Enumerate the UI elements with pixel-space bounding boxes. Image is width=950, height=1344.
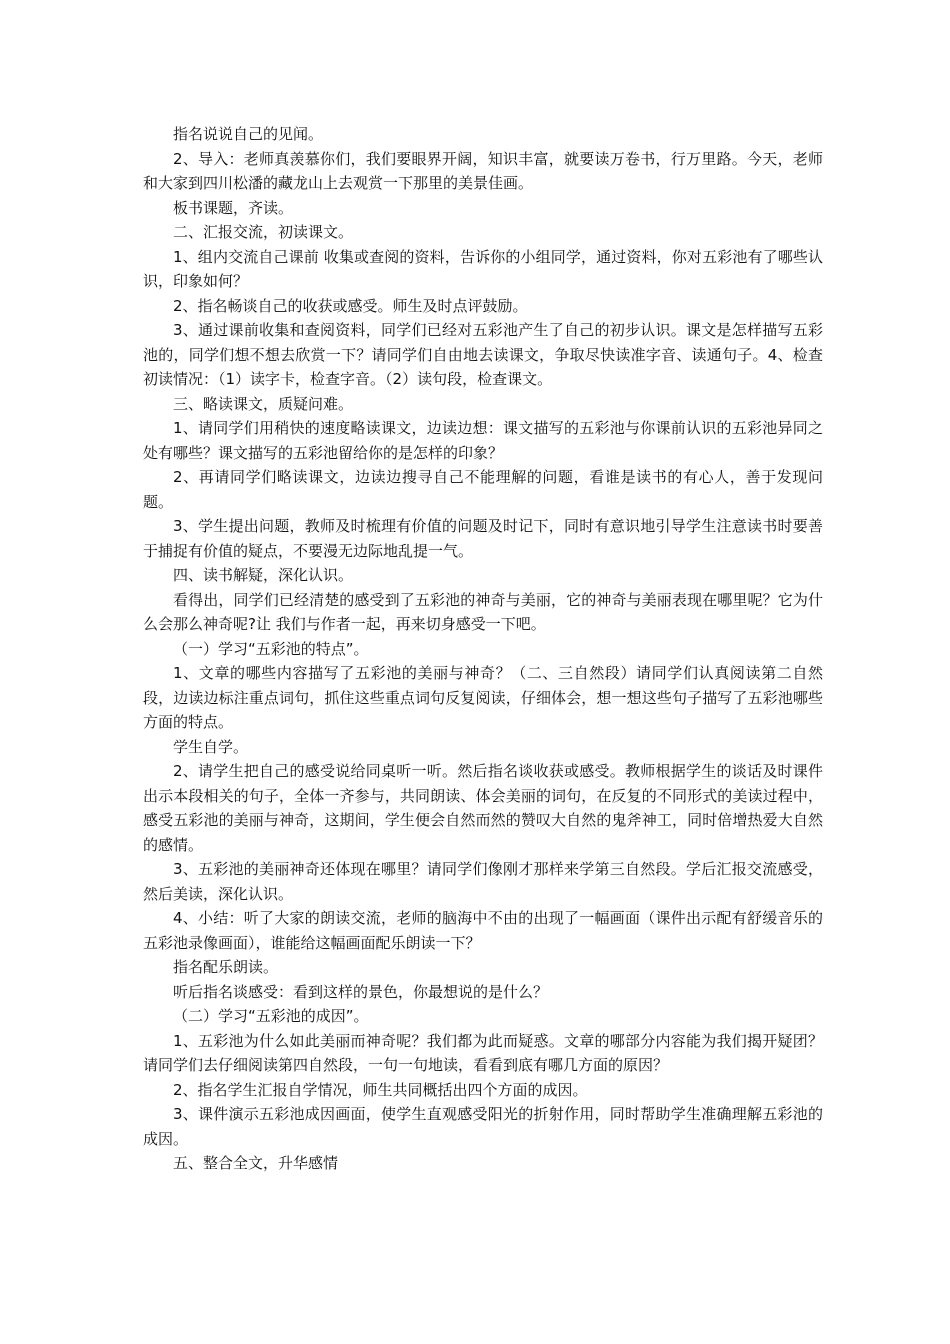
paragraph: 2、导入：老师真羡慕你们，我们要眼界开阔，知识丰富，就要读万卷书，行万里路。今天，老师和大家到四川松潘的藏龙山上去观赏一下那里的美景佳画。: [143, 149, 823, 192]
paragraph: 1、请同学们用稍快的速度略读课文，边读边想：课文描写的五彩池与你课前认识的五彩池异同之处有哪些？课文描写的五彩池留给你的是怎样的印象？: [143, 419, 823, 462]
paragraph: 2、指名学生汇报自学情况，师生共同概括出四个方面的成因。: [173, 1080, 588, 1099]
subsection-heading: （一）学习“五彩池的特点”。: [173, 639, 369, 658]
paragraph: 板书课题，齐读。: [173, 198, 294, 217]
paragraph: 看得出，同学们已经清楚的感受到了五彩池的神奇与美丽，它的神奇与美丽表现在哪里呢？它为什么会那么神奇呢?让 我们与作者一起，再来切身感受一下吧。: [143, 590, 823, 633]
paragraph: 听后指名谈感受：看到这样的景色，你最想说的是什么？: [173, 982, 549, 1001]
paragraph: 2、请学生把自己的感受说给同桌听一听。然后指名谈收获或感受。教师根据学生的谈话及时课件出示本段相关的句子，全体一齐参与，共同朗读、体会美丽的词句，在反复的不同形式的美读过程中，感受五彩池的美丽与神奇，这期间，学生便会自然而然的赞叹大自然的鬼斧神工，同时倍增热爱大自然的感情。: [143, 762, 823, 854]
paragraph: 3、学生提出问题，教师及时梳理有价值的问题及时记下，同时有意识地引导学生注意读书时要善于捕捉有价值的疑点，不要漫无边际地乱提一气。: [143, 517, 823, 560]
paragraph: 3、通过课前收集和查阅资料，同学们已经对五彩池产生了自己的初步认识。课文是怎样描写五彩池的，同学们想不想去欣赏一下？请同学们自由地去读课文，争取尽快读准字音、读通句子。4、检查初读情况：（1）读字卡，检查字音。（2）读句段，检查课文。: [143, 321, 823, 388]
paragraph: 1、组内交流自己课前 收集或查阅的资料，告诉你的小组同学，通过资料，你对五彩池有了哪些认识，印象如何？: [143, 247, 823, 290]
section-heading: 二、汇报交流，初读课文。: [173, 223, 354, 241]
paragraph: 指名说说自己的见闻。: [173, 125, 324, 143]
paragraph: 学生自学。: [173, 737, 249, 756]
paragraph: 3、课件演示五彩池成因画面，使学生直观感受阳光的折射作用，同时帮助学生准确理解五彩池的成因。: [143, 1105, 823, 1148]
paragraph: 3、五彩池的美丽神奇还体现在哪里？请同学们像刚才那样来学第三自然段。学后汇报交流感受，然后美读，深化认识。: [143, 860, 823, 903]
paragraph: 1、文章的哪些内容描写了五彩池的美丽与神奇？（二、三自然段）请同学们认真阅读第二自然段，边读边标注重点词句，抓住这些重点词句反复阅读，仔细体会，想一想这些句子描写了五彩池哪些方面的特点。: [143, 664, 823, 731]
document-body: [143, 122, 823, 1176]
subsection-heading: （二）学习“五彩池的成因”。: [173, 1007, 369, 1025]
section-heading: 五、整合全文，升华感情: [173, 1154, 339, 1172]
section-heading: 三、略读课文，质疑问难。: [173, 394, 354, 413]
paragraph: 2、再请同学们略读课文，边读边搜寻自己不能理解的问题，看谁是读书的有心人，善于发现问题。: [143, 468, 823, 511]
paragraph: 2、指名畅谈自己的收获或感受。师生及时点评鼓励。: [173, 296, 528, 315]
paragraph: 4、小结：听了大家的朗读交流，老师的脑海中不由的出现了一幅画面（课件出示配有舒缓音乐的五彩池录像画面），谁能给这幅画面配乐朗读一下？: [143, 909, 823, 952]
paragraph: 指名配乐朗读。: [173, 958, 279, 976]
section-heading: 四、读书解疑，深化认识。: [173, 566, 354, 584]
paragraph: 1、五彩池为什么如此美丽而神奇呢？我们都为此而疑惑。文章的哪部分内容能为我们揭开疑团？请同学们去仔细阅读第四自然段，一句一句地读，看看到底有哪几方面的原因？: [143, 1031, 823, 1074]
